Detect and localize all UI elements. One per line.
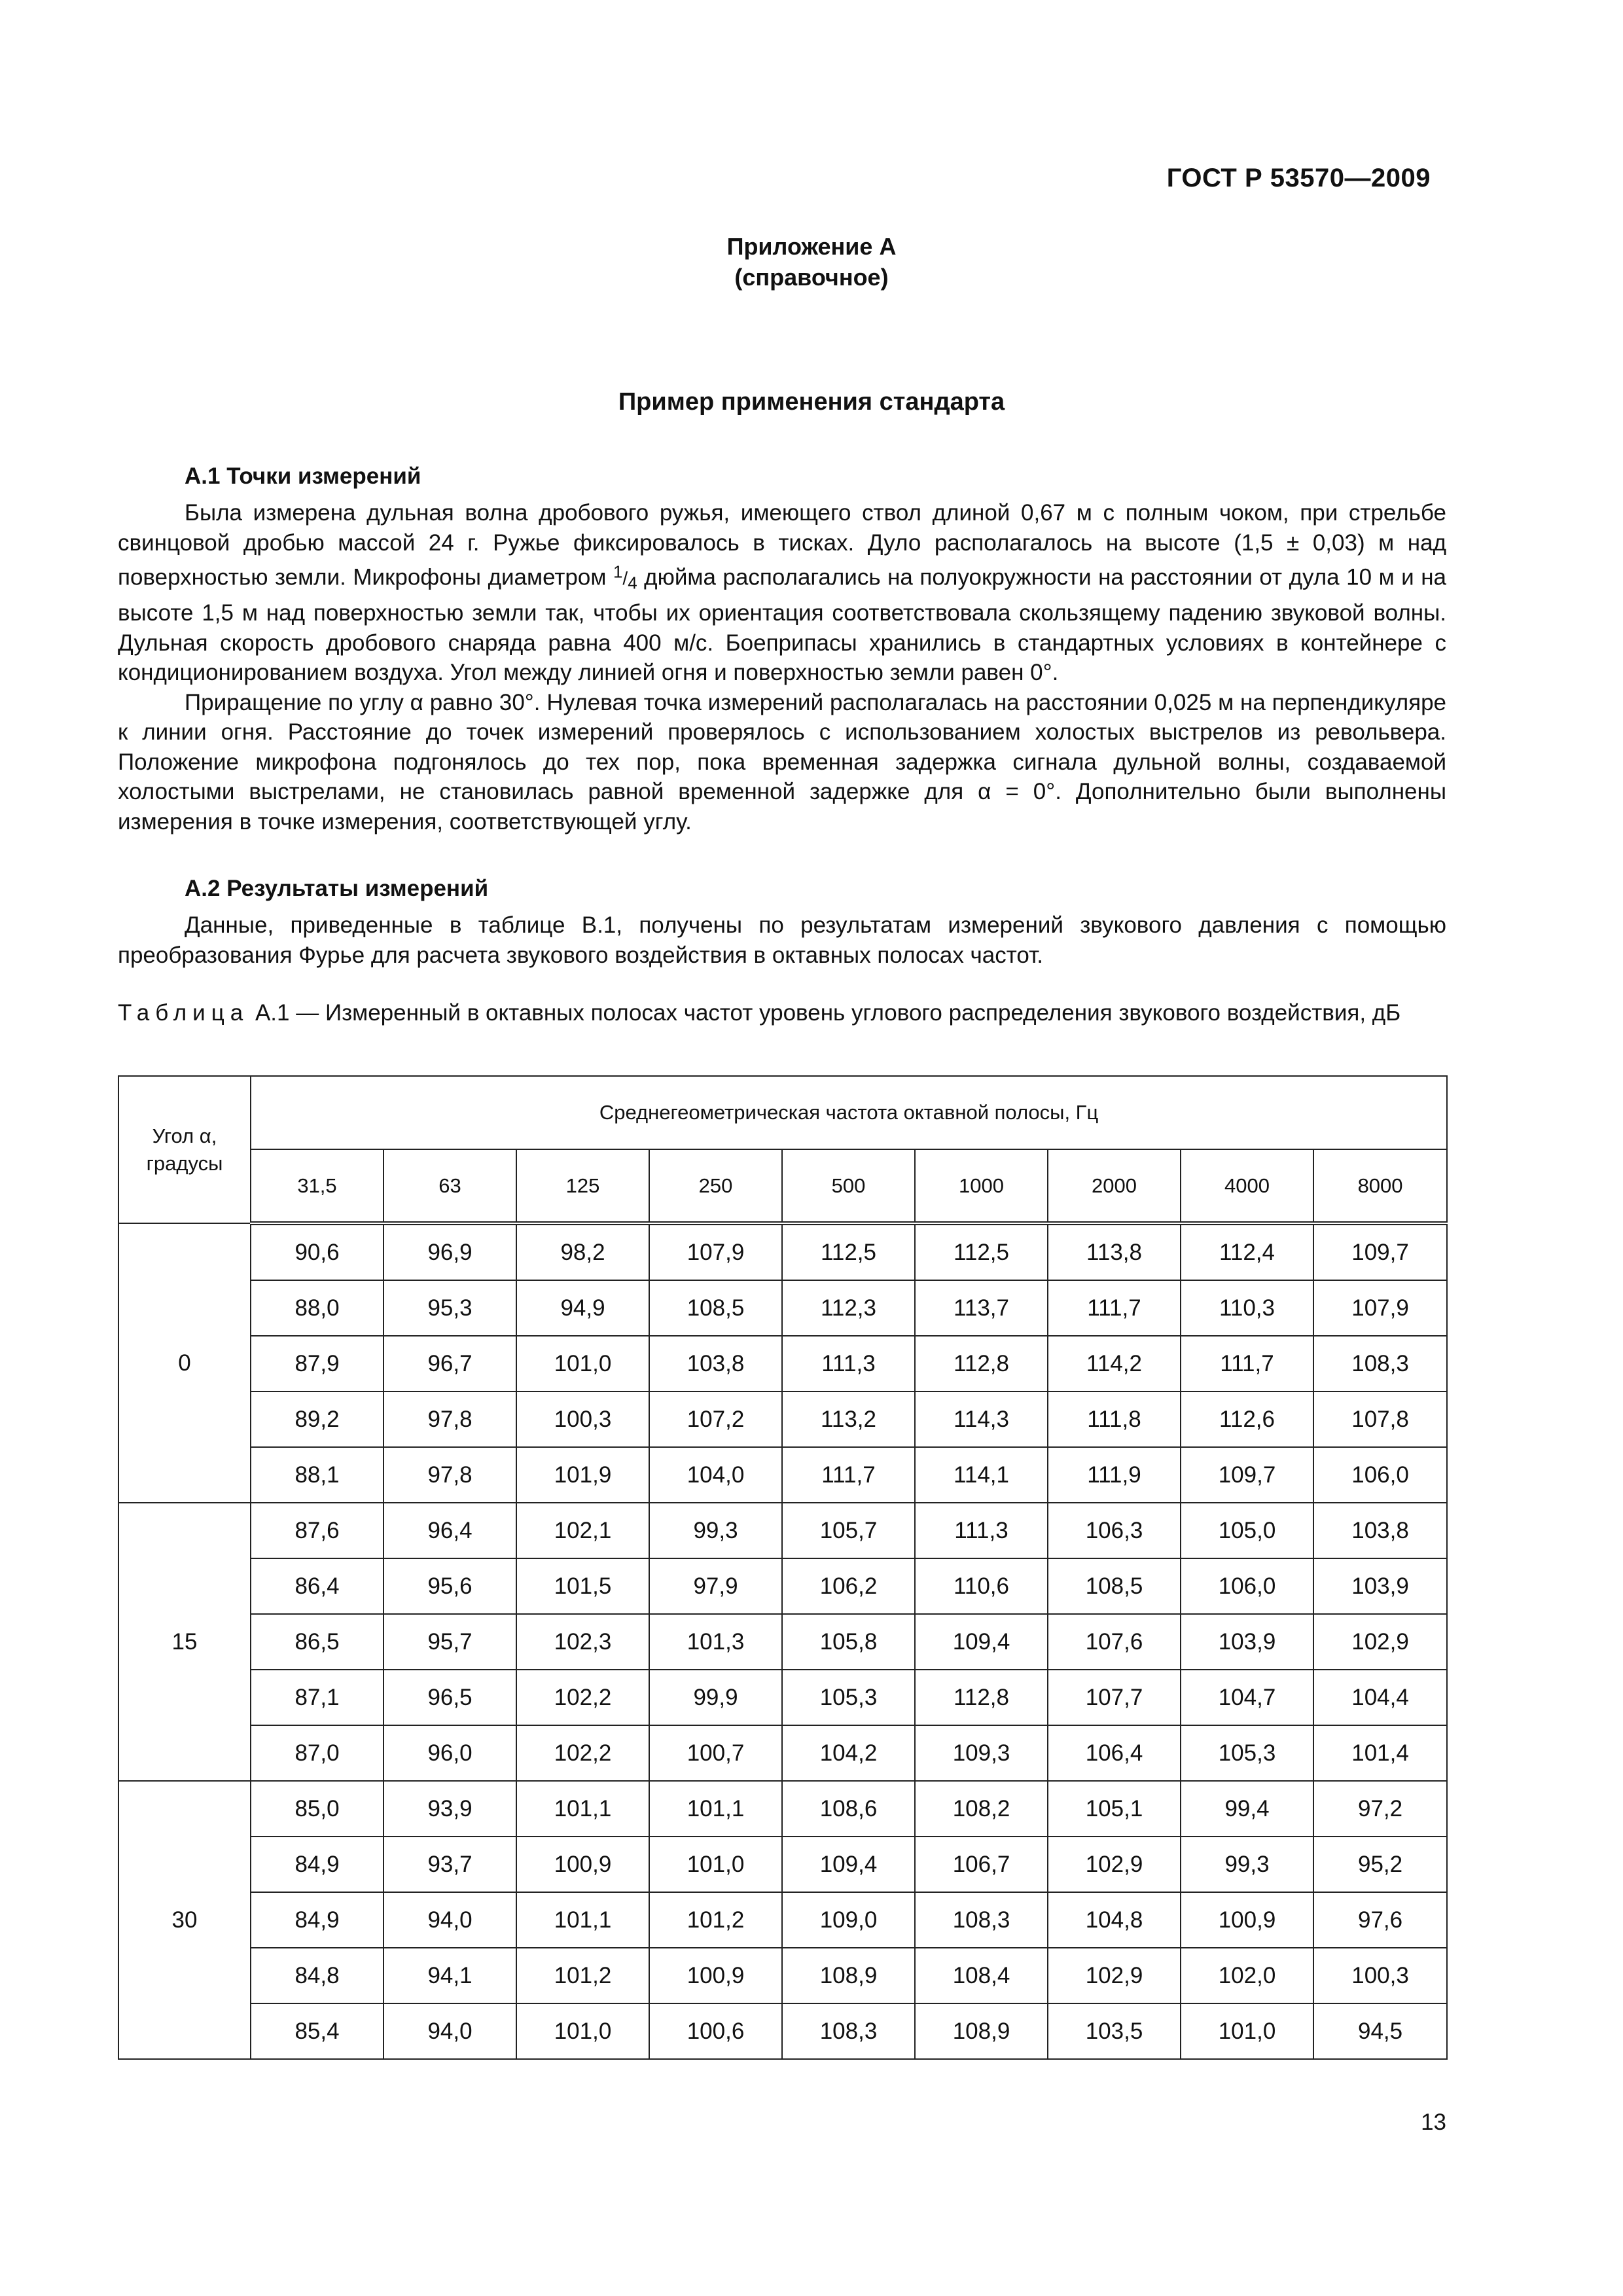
section-a1-paragraph-1 bbox=[118, 498, 1446, 688]
value-cell: 108,5 bbox=[649, 1280, 782, 1336]
paragraph-text: дюйма располагались на полуокружности на расстоянии от дула 10 м и на высоте 1,5 м над поверхностью земли так, чтобы их ориентация соответствовала скользящему падению звуковой волны. Дульная скорость дробового снаряда равна 400 м/с. Боеприпасы хранились в стандартных условиях в контейнере с кондиционированием воздуха. Угол между линией огня и поверхностью земли равен 0°. bbox=[118, 564, 1446, 686]
value-cell: 109,3 bbox=[915, 1725, 1048, 1781]
value-cell: 101,3 bbox=[649, 1614, 782, 1670]
value-cell: 101,2 bbox=[649, 1892, 782, 1948]
value-cell: 95,3 bbox=[383, 1280, 516, 1336]
value-cell: 110,6 bbox=[915, 1558, 1048, 1614]
value-cell: 94,9 bbox=[516, 1280, 649, 1336]
value-cell: 110,3 bbox=[1181, 1280, 1313, 1336]
value-cell: 100,9 bbox=[516, 1837, 649, 1892]
angle-header: Угол α, градусы bbox=[118, 1076, 251, 1223]
value-cell: 97,2 bbox=[1313, 1781, 1447, 1837]
value-cell: 108,3 bbox=[782, 2003, 915, 2059]
value-cell: 106,0 bbox=[1181, 1558, 1313, 1614]
value-cell: 105,7 bbox=[782, 1503, 915, 1558]
section-a2-heading: А.2 Результаты измерений bbox=[185, 876, 489, 901]
value-cell: 103,8 bbox=[649, 1336, 782, 1391]
value-cell: 96,9 bbox=[383, 1223, 516, 1280]
table-caption-label: Таблица bbox=[118, 1000, 249, 1026]
value-cell: 111,7 bbox=[782, 1447, 915, 1503]
value-cell: 112,5 bbox=[915, 1223, 1048, 1280]
table-row bbox=[118, 1503, 1447, 1558]
value-cell: 95,2 bbox=[1313, 1837, 1447, 1892]
value-cell: 112,8 bbox=[915, 1336, 1048, 1391]
value-cell: 97,9 bbox=[649, 1558, 782, 1614]
table-row bbox=[118, 1837, 1447, 1892]
value-cell: 108,9 bbox=[915, 2003, 1048, 2059]
page-number: 13 bbox=[1421, 2109, 1446, 2135]
table-row bbox=[118, 1391, 1447, 1447]
value-cell: 85,0 bbox=[251, 1781, 383, 1837]
value-cell: 108,2 bbox=[915, 1781, 1048, 1837]
section-a1-heading: А.1 Точки измерений bbox=[185, 463, 421, 489]
value-cell: 106,7 bbox=[915, 1837, 1048, 1892]
value-cell: 90,6 bbox=[251, 1223, 383, 1280]
value-cell: 107,6 bbox=[1048, 1614, 1181, 1670]
value-cell: 87,9 bbox=[251, 1336, 383, 1391]
section-a1-paragraph-2: Приращение по углу α равно 30°. Нулевая точка измерений располагалась на расстоянии 0,025 м на перпендикуляре к линии огня. Расстояние до точек измерений проверялось с использованием холостых выстрелов из револьвера. Положение микрофона подгонялось до тех пор, пока временная задержка сигнала дульной волны, создаваемой холостыми выстрелами, не становилась равной временной задержке для α = 0°. Дополнительно были выполнены измерения в точке измерения, соответствующей углу. bbox=[118, 689, 1446, 834]
value-cell: 101,0 bbox=[516, 1336, 649, 1391]
table-row bbox=[118, 2003, 1447, 2059]
value-cell: 114,3 bbox=[915, 1391, 1048, 1447]
value-cell: 107,9 bbox=[649, 1223, 782, 1280]
value-cell: 96,0 bbox=[383, 1725, 516, 1781]
value-cell: 108,9 bbox=[782, 1948, 915, 2003]
value-cell: 114,2 bbox=[1048, 1336, 1181, 1391]
value-cell: 108,6 bbox=[782, 1781, 915, 1837]
table-row bbox=[118, 1558, 1447, 1614]
value-cell: 103,5 bbox=[1048, 2003, 1181, 2059]
value-cell: 106,0 bbox=[1313, 1447, 1447, 1503]
value-cell: 84,8 bbox=[251, 1948, 383, 2003]
value-cell: 99,4 bbox=[1181, 1781, 1313, 1837]
value-cell: 102,0 bbox=[1181, 1948, 1313, 2003]
table-row bbox=[118, 1614, 1447, 1670]
frequency-header-cell: 125 bbox=[516, 1149, 649, 1223]
value-cell: 109,7 bbox=[1181, 1447, 1313, 1503]
value-cell: 109,4 bbox=[782, 1837, 915, 1892]
value-cell: 104,0 bbox=[649, 1447, 782, 1503]
value-cell: 103,8 bbox=[1313, 1503, 1447, 1558]
value-cell: 96,7 bbox=[383, 1336, 516, 1391]
value-cell: 95,6 bbox=[383, 1558, 516, 1614]
frequency-header: Среднегеометрическая частота октавной полосы, Гц bbox=[251, 1076, 1447, 1149]
value-cell: 96,4 bbox=[383, 1503, 516, 1558]
annex-subtitle: (справочное) bbox=[734, 264, 889, 291]
value-cell: 101,0 bbox=[649, 1837, 782, 1892]
value-cell: 112,8 bbox=[915, 1670, 1048, 1725]
frequency-header-cell: 1000 bbox=[915, 1149, 1048, 1223]
value-cell: 101,1 bbox=[649, 1781, 782, 1837]
value-cell: 96,5 bbox=[383, 1670, 516, 1725]
value-cell: 97,8 bbox=[383, 1447, 516, 1503]
value-cell: 112,4 bbox=[1181, 1223, 1313, 1280]
value-cell: 88,1 bbox=[251, 1447, 383, 1503]
section-a2-paragraph-1: Данные, приведенные в таблице В.1, получены по результатам измерений звукового давления с помощью преобразования Фурье для расчета звукового воздействия в октавных полосах частот. bbox=[118, 912, 1446, 968]
frequency-row bbox=[118, 1149, 1447, 1223]
frequency-header-cell: 63 bbox=[383, 1149, 516, 1223]
value-cell: 106,4 bbox=[1048, 1725, 1181, 1781]
fraction: $^1/_4$ bbox=[613, 562, 637, 593]
value-cell: 108,3 bbox=[1313, 1336, 1447, 1391]
value-cell: 84,9 bbox=[251, 1892, 383, 1948]
value-cell: 97,6 bbox=[1313, 1892, 1447, 1948]
value-cell: 94,0 bbox=[383, 1892, 516, 1948]
value-cell: 100,6 bbox=[649, 2003, 782, 2059]
frequency-header-cell: 31,5 bbox=[251, 1149, 383, 1223]
angle-cell: 30 bbox=[118, 1781, 251, 2059]
value-cell: 114,1 bbox=[915, 1447, 1048, 1503]
table-row bbox=[118, 1447, 1447, 1503]
value-cell: 102,2 bbox=[516, 1725, 649, 1781]
table-row bbox=[118, 1223, 1447, 1280]
value-cell: 101,2 bbox=[516, 1948, 649, 2003]
value-cell: 104,7 bbox=[1181, 1670, 1313, 1725]
value-cell: 111,8 bbox=[1048, 1391, 1181, 1447]
value-cell: 94,1 bbox=[383, 1948, 516, 2003]
value-cell: 112,6 bbox=[1181, 1391, 1313, 1447]
value-cell: 113,2 bbox=[782, 1391, 915, 1447]
table-caption-text: А.1 — Измеренный в октавных полосах частот уровень углового распределения звукового воздействия, дБ bbox=[249, 1000, 1401, 1026]
value-cell: 108,3 bbox=[915, 1892, 1048, 1948]
value-cell: 102,1 bbox=[516, 1503, 649, 1558]
value-cell: 108,4 bbox=[915, 1948, 1048, 2003]
table-row bbox=[118, 1336, 1447, 1391]
value-cell: 113,8 bbox=[1048, 1223, 1181, 1280]
value-cell: 101,9 bbox=[516, 1447, 649, 1503]
measurement-table bbox=[118, 1075, 1448, 2060]
value-cell: 113,7 bbox=[915, 1280, 1048, 1336]
table-row bbox=[118, 1670, 1447, 1725]
value-cell: 105,1 bbox=[1048, 1781, 1181, 1837]
value-cell: 111,9 bbox=[1048, 1447, 1181, 1503]
value-cell: 87,1 bbox=[251, 1670, 383, 1725]
value-cell: 108,5 bbox=[1048, 1558, 1181, 1614]
value-cell: 112,5 bbox=[782, 1223, 915, 1280]
value-cell: 107,2 bbox=[649, 1391, 782, 1447]
value-cell: 103,9 bbox=[1181, 1614, 1313, 1670]
annex-title: Приложение А bbox=[726, 233, 897, 260]
table-caption bbox=[118, 998, 1446, 1028]
value-cell: 101,1 bbox=[516, 1781, 649, 1837]
frequency-header-cell: 250 bbox=[649, 1149, 782, 1223]
value-cell: 101,0 bbox=[1181, 2003, 1313, 2059]
value-cell: 101,1 bbox=[516, 1892, 649, 1948]
value-cell: 111,3 bbox=[915, 1503, 1048, 1558]
value-cell: 100,3 bbox=[516, 1391, 649, 1447]
value-cell: 104,4 bbox=[1313, 1670, 1447, 1725]
value-cell: 101,4 bbox=[1313, 1725, 1447, 1781]
value-cell: 102,9 bbox=[1048, 1837, 1181, 1892]
value-cell: 93,9 bbox=[383, 1781, 516, 1837]
value-cell: 88,0 bbox=[251, 1280, 383, 1336]
value-cell: 104,8 bbox=[1048, 1892, 1181, 1948]
value-cell: 99,9 bbox=[649, 1670, 782, 1725]
value-cell: 84,9 bbox=[251, 1837, 383, 1892]
value-cell: 111,7 bbox=[1181, 1336, 1313, 1391]
value-cell: 109,4 bbox=[915, 1614, 1048, 1670]
value-cell: 111,7 bbox=[1048, 1280, 1181, 1336]
value-cell: 102,9 bbox=[1313, 1614, 1447, 1670]
value-cell: 109,7 bbox=[1313, 1223, 1447, 1280]
value-cell: 87,6 bbox=[251, 1503, 383, 1558]
value-cell: 99,3 bbox=[649, 1503, 782, 1558]
value-cell: 100,9 bbox=[1181, 1892, 1313, 1948]
value-cell: 109,0 bbox=[782, 1892, 915, 1948]
value-cell: 107,8 bbox=[1313, 1391, 1447, 1447]
value-cell: 111,3 bbox=[782, 1336, 915, 1391]
value-cell: 85,4 bbox=[251, 2003, 383, 2059]
value-cell: 102,9 bbox=[1048, 1948, 1181, 2003]
value-cell: 101,0 bbox=[516, 2003, 649, 2059]
angle-cell: 0 bbox=[118, 1223, 251, 1503]
table-row bbox=[118, 1781, 1447, 1837]
frequency-header-cell: 8000 bbox=[1313, 1149, 1447, 1223]
table-row bbox=[118, 1280, 1447, 1336]
value-cell: 102,2 bbox=[516, 1670, 649, 1725]
section-a2-body bbox=[118, 910, 1446, 970]
table-row bbox=[118, 1892, 1447, 1948]
value-cell: 86,4 bbox=[251, 1558, 383, 1614]
value-cell: 86,5 bbox=[251, 1614, 383, 1670]
value-cell: 98,2 bbox=[516, 1223, 649, 1280]
value-cell: 94,0 bbox=[383, 2003, 516, 2059]
value-cell: 105,0 bbox=[1181, 1503, 1313, 1558]
value-cell: 101,5 bbox=[516, 1558, 649, 1614]
table-row bbox=[118, 1948, 1447, 2003]
value-cell: 106,2 bbox=[782, 1558, 915, 1614]
value-cell: 95,7 bbox=[383, 1614, 516, 1670]
value-cell: 99,3 bbox=[1181, 1837, 1313, 1892]
value-cell: 93,7 bbox=[383, 1837, 516, 1892]
value-cell: 106,3 bbox=[1048, 1503, 1181, 1558]
frequency-header-cell: 4000 bbox=[1181, 1149, 1313, 1223]
paragraph-text: Была измерена дульная волна дробового ружья, имеющего ствол длиной 0,67 м с полным чоком, при стрельбе свинцовой дробью массой 24 г. Ружье фиксировалось в тисках. Дуло располагалось на высоте (1,5 ± 0,03) м над поверхностью земли. Микрофоны диаметром bbox=[118, 500, 1446, 590]
frequency-header-cell: 2000 bbox=[1048, 1149, 1181, 1223]
value-cell: 105,3 bbox=[782, 1670, 915, 1725]
main-title: Пример применения стандарта bbox=[618, 388, 1005, 416]
value-cell: 87,0 bbox=[251, 1725, 383, 1781]
section-a1-body bbox=[118, 498, 1446, 836]
document-id: ГОСТ Р 53570—2009 bbox=[1166, 164, 1431, 192]
value-cell: 107,9 bbox=[1313, 1280, 1447, 1336]
value-cell: 97,8 bbox=[383, 1391, 516, 1447]
value-cell: 105,3 bbox=[1181, 1725, 1313, 1781]
frequency-header-cell: 500 bbox=[782, 1149, 915, 1223]
value-cell: 103,9 bbox=[1313, 1558, 1447, 1614]
value-cell: 107,7 bbox=[1048, 1670, 1181, 1725]
value-cell: 105,8 bbox=[782, 1614, 915, 1670]
table-body bbox=[118, 1223, 1447, 2059]
value-cell: 112,3 bbox=[782, 1280, 915, 1336]
value-cell: 100,9 bbox=[649, 1948, 782, 2003]
fraction-denominator: 4 bbox=[628, 573, 637, 593]
value-cell: 89,2 bbox=[251, 1391, 383, 1447]
value-cell: 94,5 bbox=[1313, 2003, 1447, 2059]
angle-cell: 15 bbox=[118, 1503, 251, 1781]
value-cell: 100,7 bbox=[649, 1725, 782, 1781]
fraction-numerator: 1 bbox=[613, 562, 623, 582]
value-cell: 100,3 bbox=[1313, 1948, 1447, 2003]
table-row bbox=[118, 1725, 1447, 1781]
value-cell: 102,3 bbox=[516, 1614, 649, 1670]
value-cell: 104,2 bbox=[782, 1725, 915, 1781]
